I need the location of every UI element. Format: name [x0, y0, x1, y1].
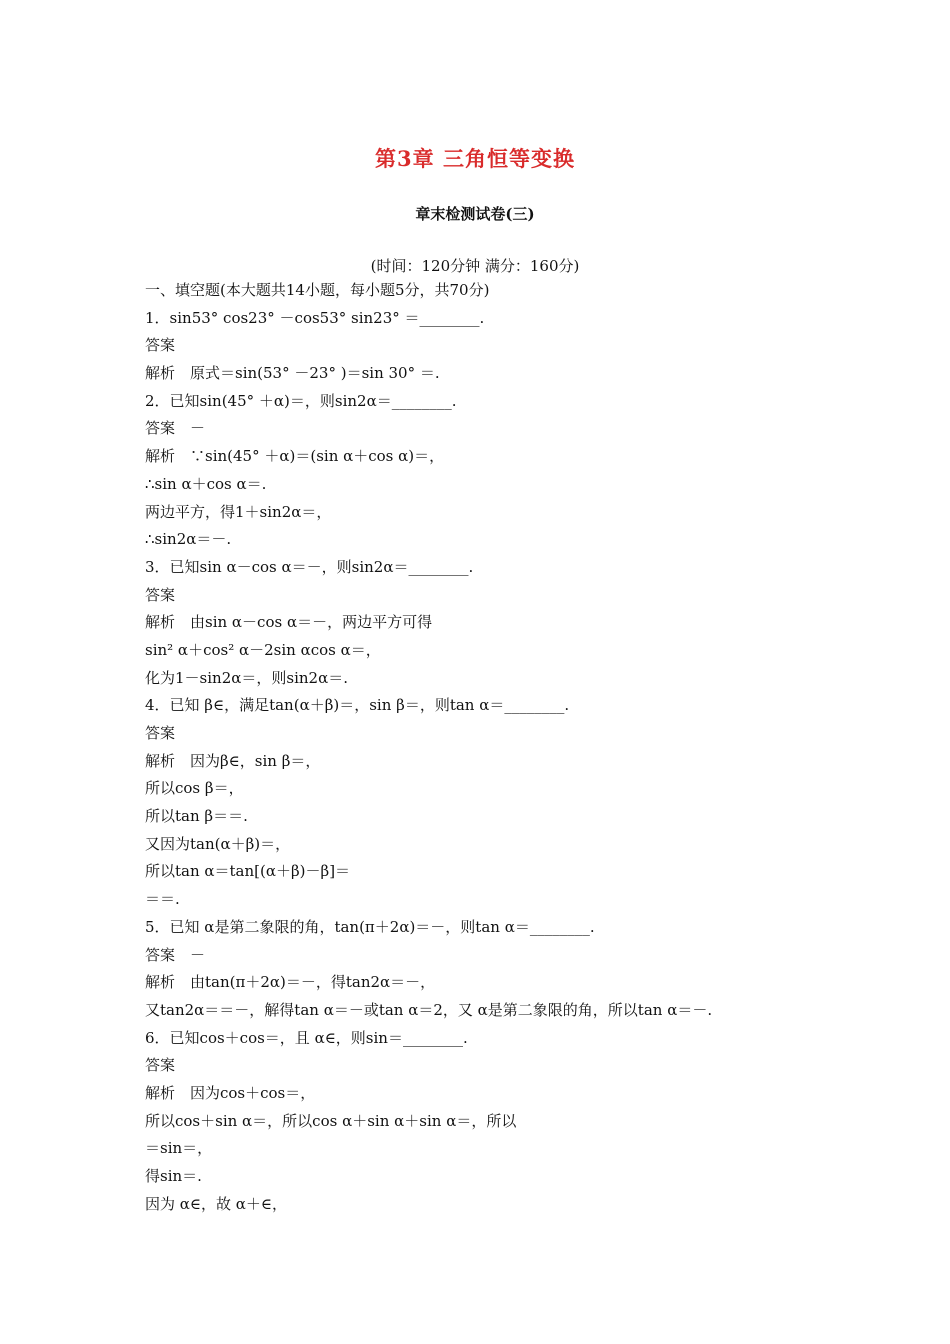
analysis-1: 解析 原式＝sin(53° －23° )＝sin 30° ＝.	[145, 364, 440, 383]
analysis-line: ＝＝.	[145, 890, 180, 909]
chapter-title: 第3章 三角恒等变换	[375, 146, 575, 171]
answer-2: 答案 －	[145, 419, 206, 438]
analysis-line: 又因为tan(α＋β)＝，	[145, 834, 291, 853]
answer-6: 答案	[145, 1056, 176, 1075]
question-1: 1．sin53° cos23° －cos53° sin23° ＝________.	[145, 308, 485, 327]
analysis-2: 解析 ∵sin(45° ＋α)＝(sin α＋cos α)＝，	[145, 447, 445, 466]
analysis-line: 所以cos＋sin α＝，所以cos α＋sin α＋sin α＝，所以	[145, 1111, 517, 1130]
document-body	[145, 277, 825, 1218]
analysis-4: 解析 因为β∈，sin β＝，	[145, 751, 321, 770]
analysis-line: ∴sin2α＝－.	[145, 530, 232, 549]
analysis-line: 所以tan α＝tan[(α＋β)－β]＝	[145, 862, 351, 881]
question-2: 2．已知sin(45° ＋α)＝，则sin2α＝________.	[145, 391, 457, 410]
question-3: 3．已知sin α－cos α＝－，则sin2α＝________.	[145, 557, 474, 576]
analysis-line: ∴sin α＋cos α＝.	[145, 474, 267, 493]
question-5: 5．已知 α是第二象限的角，tan(π＋2α)＝－，则tan α＝________.	[145, 917, 595, 936]
analysis-line: 两边平方，得1＋sin2α＝，	[145, 502, 332, 521]
analysis-line: ＝sin＝，	[145, 1139, 213, 1158]
test-meta: (时间：120分钟 满分：160分)	[370, 257, 580, 275]
answer-4: 答案	[145, 724, 176, 742]
analysis-line: 得sin＝.	[145, 1167, 202, 1185]
test-subtitle: 章末检测试卷(三)	[415, 205, 535, 223]
analysis-line: 所以tan β＝＝.	[145, 807, 248, 826]
answer-3: 答案	[145, 585, 176, 604]
question-4: 4．已知 β∈，满足tan(α＋β)＝，sin β＝，则tan α＝________.	[145, 696, 570, 715]
answer-1: 答案	[145, 336, 176, 355]
analysis-line: 所以cos β＝，	[145, 779, 244, 798]
analysis-line: 化为1－sin2α＝，则sin2α＝.	[145, 668, 348, 687]
analysis-6: 解析 因为cos＋cos＝，	[145, 1083, 316, 1102]
analysis-3: 解析 由sin α－cos α＝－，两边平方可得	[145, 613, 433, 632]
analysis-line: 又tan2α＝＝－，解得tan α＝－或tan α＝2，又 α是第二象限的角，所以tan α＝－.	[145, 1000, 713, 1019]
analysis-line: sin² α＋cos² α－2sin αcos α＝，	[145, 640, 381, 659]
question-6: 6．已知cos＋cos＝，且 α∈，则sin＝________.	[145, 1028, 468, 1047]
answer-5: 答案 －	[145, 945, 206, 964]
section-heading: 一、填空题(本大题共14小题，每小题5分，共70分)	[145, 281, 490, 299]
analysis-line: 因为 α∈，故 α＋∈，	[145, 1194, 288, 1213]
analysis-5: 解析 由tan(π＋2α)＝－，得tan2α＝－，	[145, 973, 436, 992]
